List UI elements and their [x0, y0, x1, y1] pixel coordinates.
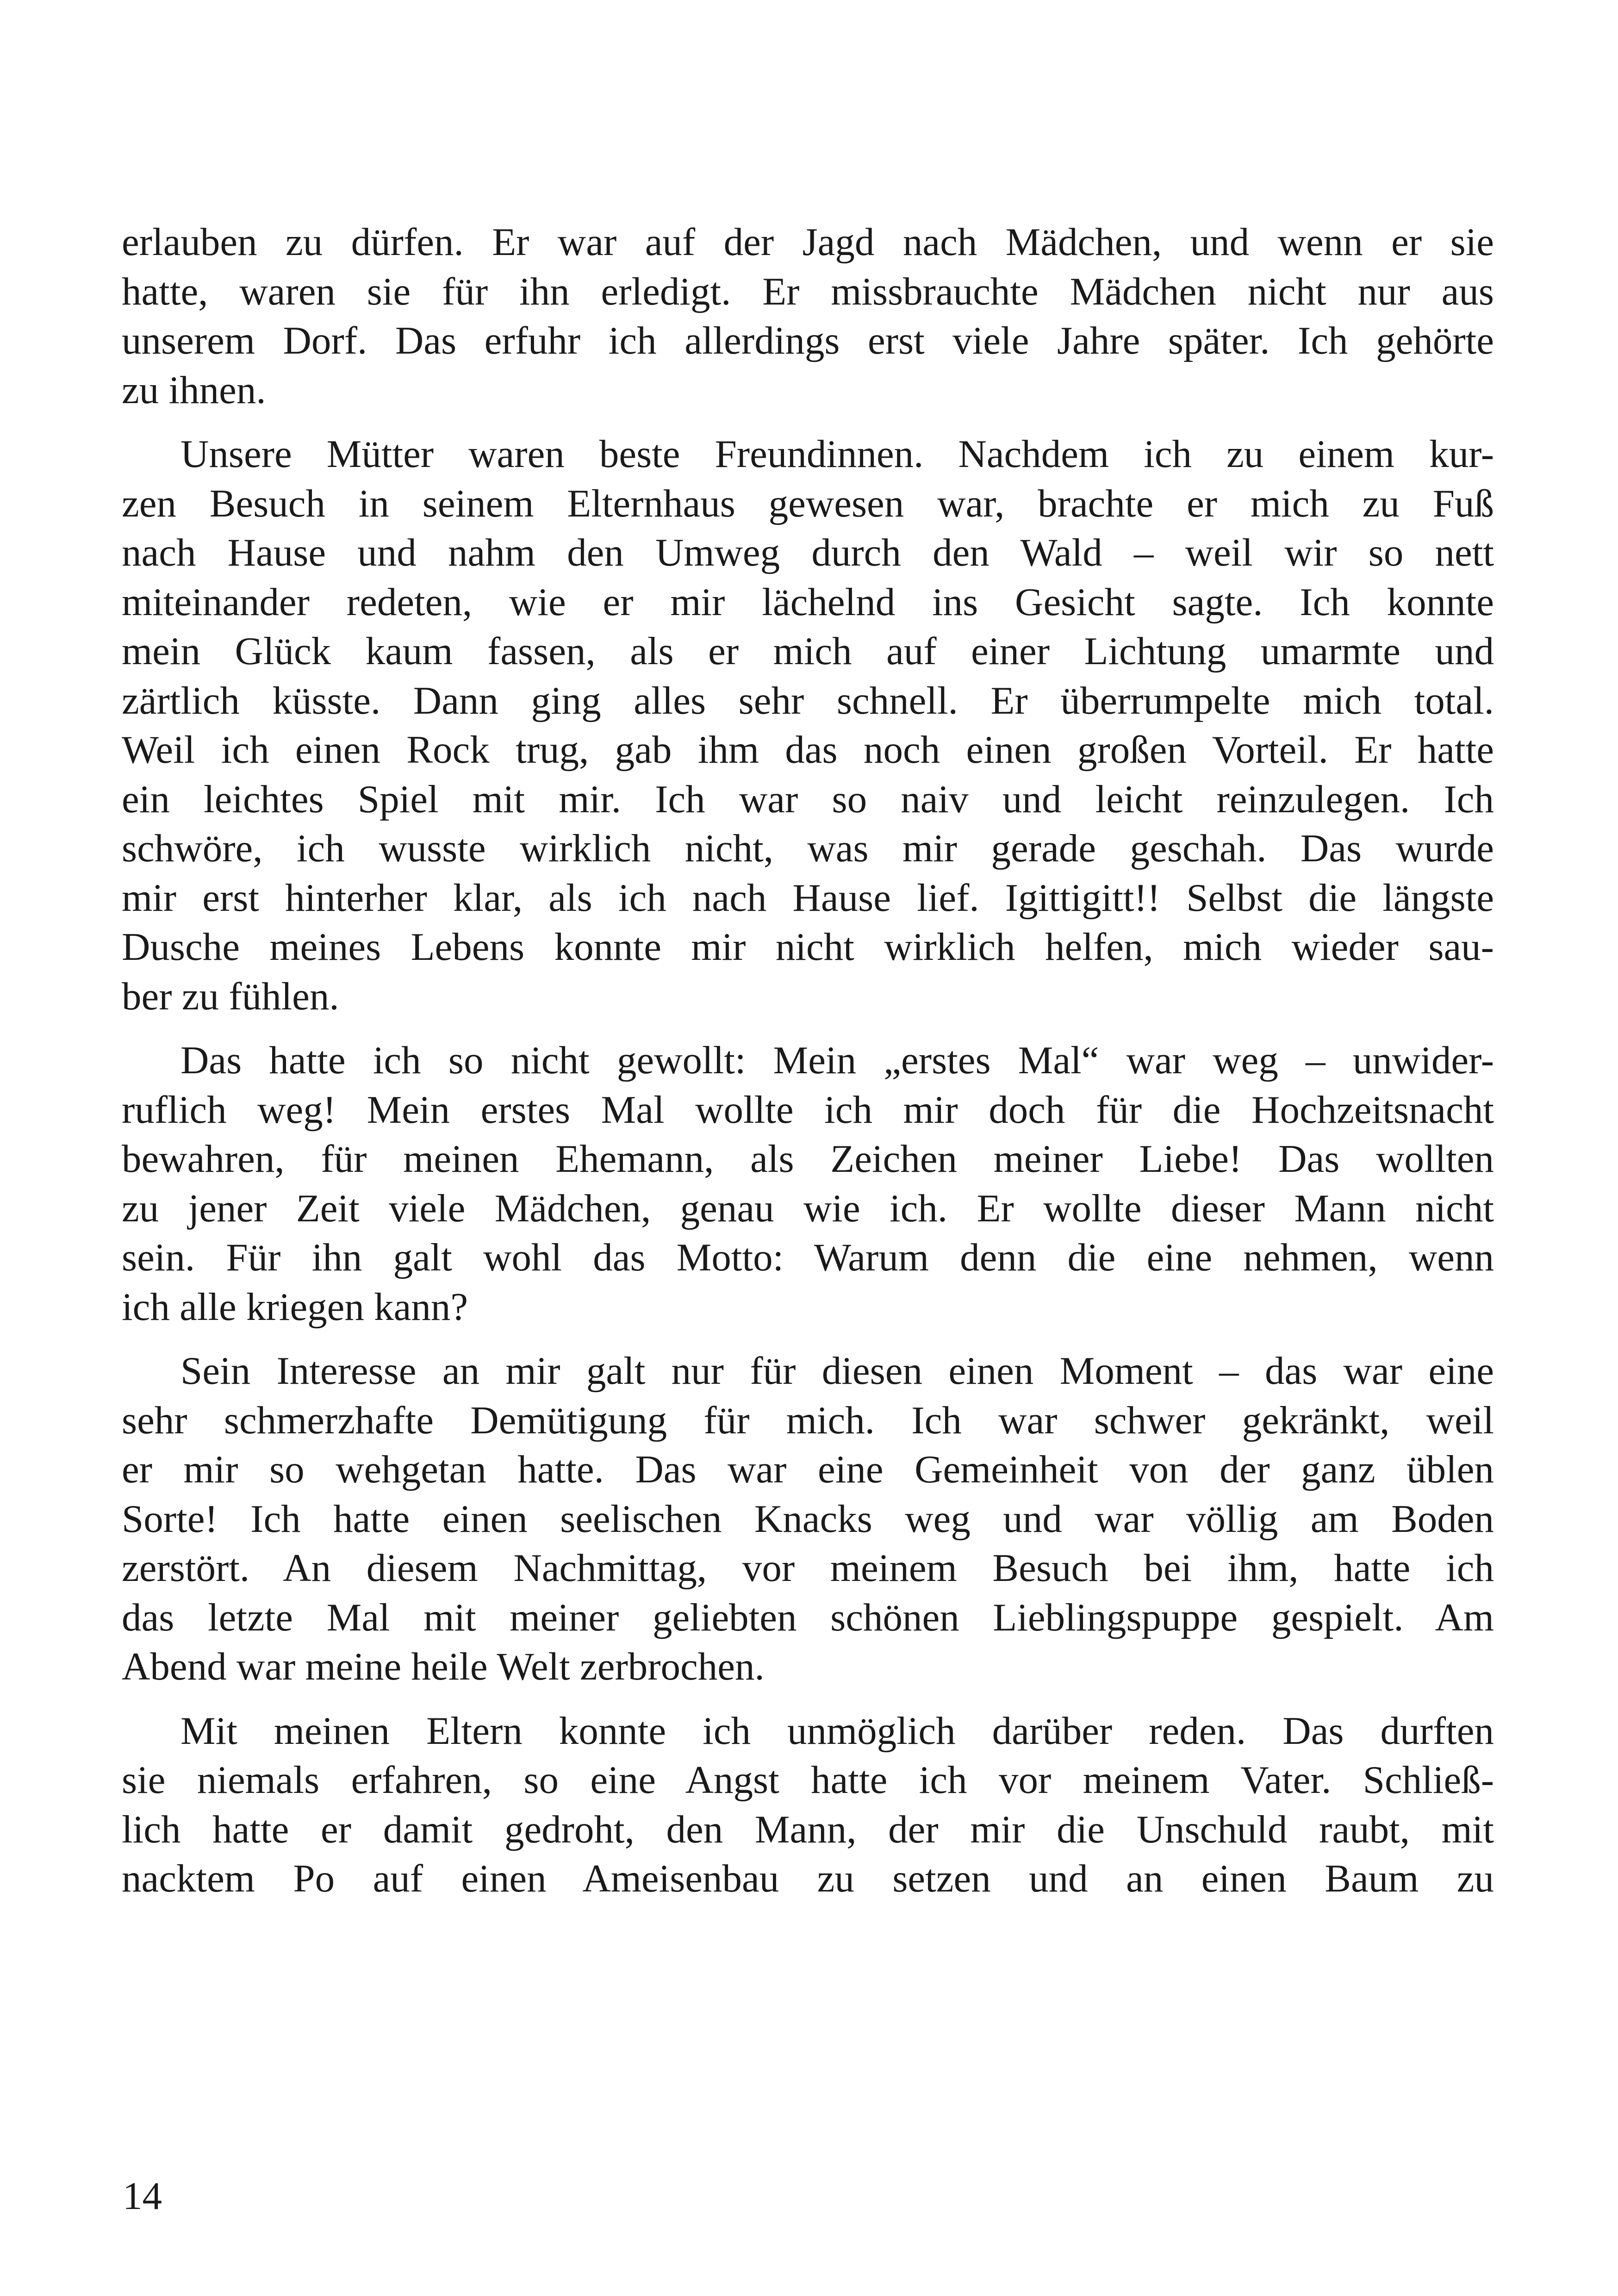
text-line: bewahren, für meinen Ehemann, als Zeichen meiner Liebe! Das wollten: [122, 1137, 1494, 1181]
text-line: zu jener Zeit viele Mädchen, genau wie ich. Er wollte dieser Mann nicht: [122, 1186, 1494, 1230]
text-line: das letzte Mal mit meiner geliebten schönen Lieblingspuppe gespielt. Am: [122, 1595, 1494, 1639]
text-line: sie niemals erfahren, so eine Angst hatte ich vor meinem Vater. Schließ-: [122, 1758, 1494, 1802]
paragraph: [122, 1036, 1494, 1332]
text-line: Weil ich einen Rock trug, gab ihm das noch einen großen Vorteil. Er hatte: [122, 728, 1494, 772]
text-line: hatte, waren sie für ihn erledigt. Er missbrauchte Mädchen nicht nur aus: [122, 269, 1494, 313]
text-line: zen Besuch in seinem Elternhaus gewesen war, brachte er mich zu Fuß: [122, 481, 1494, 525]
text-line: ruflich weg! Mein erstes Mal wollte ich mir doch für die Hochzeitsnacht: [122, 1088, 1494, 1132]
paragraph: [122, 218, 1494, 415]
text-line: zu ihnen.: [122, 368, 266, 412]
text-line: mein Glück kaum fassen, als er mich auf einer Lichtung umarmte und: [122, 629, 1494, 673]
paragraph: [122, 1346, 1494, 1692]
text-line: Abend war meine heile Welt zerbrochen.: [122, 1645, 765, 1688]
paragraph: [122, 429, 1494, 1021]
text-line: unserem Dorf. Das erfuhr ich allerdings erst viele Jahre später. Ich gehörte: [122, 319, 1494, 362]
text-line: erlauben zu dürfen. Er war auf der Jagd nach Mädchen, und wenn er sie: [122, 220, 1494, 264]
text-line: schwöre, ich wusste wirklich nicht, was mir gerade geschah. Das wurde: [122, 827, 1494, 870]
text-line: zerstört. An diesem Nachmittag, vor meinem Besuch bei ihm, hatte ich: [122, 1546, 1494, 1590]
page-number: 14: [123, 2174, 162, 2218]
text-line: Unsere Mütter waren beste Freundinnen. Nachdem ich zu einem kur-: [180, 432, 1494, 476]
text-line: Dusche meines Lebens konnte mir nicht wirklich helfen, mich wieder sau-: [122, 925, 1494, 969]
text-line: ber zu fühlen.: [122, 974, 339, 1018]
text-line: nacktem Po auf einen Ameisenbau zu setzen und an einen Baum zu: [122, 1857, 1494, 1900]
text-line: ein leichtes Spiel mit mir. Ich war so naiv und leicht reinzulegen. Ich: [122, 777, 1494, 821]
text-line: Mit meinen Eltern konnte ich unmöglich darüber reden. Das durften: [180, 1709, 1494, 1753]
text-line: nach Hause und nahm den Umweg durch den Wald – weil wir so nett: [122, 531, 1494, 574]
body-text: [122, 218, 1494, 1918]
text-line: sein. Für ihn galt wohl das Motto: Warum denn die eine nehmen, wenn: [122, 1236, 1494, 1279]
text-line: miteinander redeten, wie er mir lächelnd ins Gesicht sagte. Ich konnte: [122, 580, 1494, 624]
text-line: sehr schmerzhafte Demütigung für mich. Ich war schwer gekränkt, weil: [122, 1398, 1494, 1442]
text-line: lich hatte er damit gedroht, den Mann, der mir die Unschuld raubt, mit: [122, 1807, 1494, 1851]
paragraph: [122, 1706, 1494, 1904]
text-line: Sorte! Ich hatte einen seelischen Knacks weg und war völlig am Boden: [122, 1497, 1494, 1541]
text-line: Sein Interesse an mir galt nur für diesen einen Moment – das war eine: [180, 1349, 1494, 1393]
text-line: zärtlich küsste. Dann ging alles sehr schnell. Er überrumpelte mich total.: [122, 678, 1494, 722]
text-line: er mir so wehgetan hatte. Das war eine Gemeinheit von der ganz üblen: [122, 1448, 1494, 1491]
text-line: Das hatte ich so nicht gewollt: Mein „erstes Mal“ war weg – unwider-: [180, 1039, 1494, 1082]
text-line: mir erst hinterher klar, als ich nach Hause lief. Igittigitt!! Selbst die längste: [122, 876, 1494, 920]
text-line: ich alle kriegen kann?: [122, 1285, 468, 1329]
